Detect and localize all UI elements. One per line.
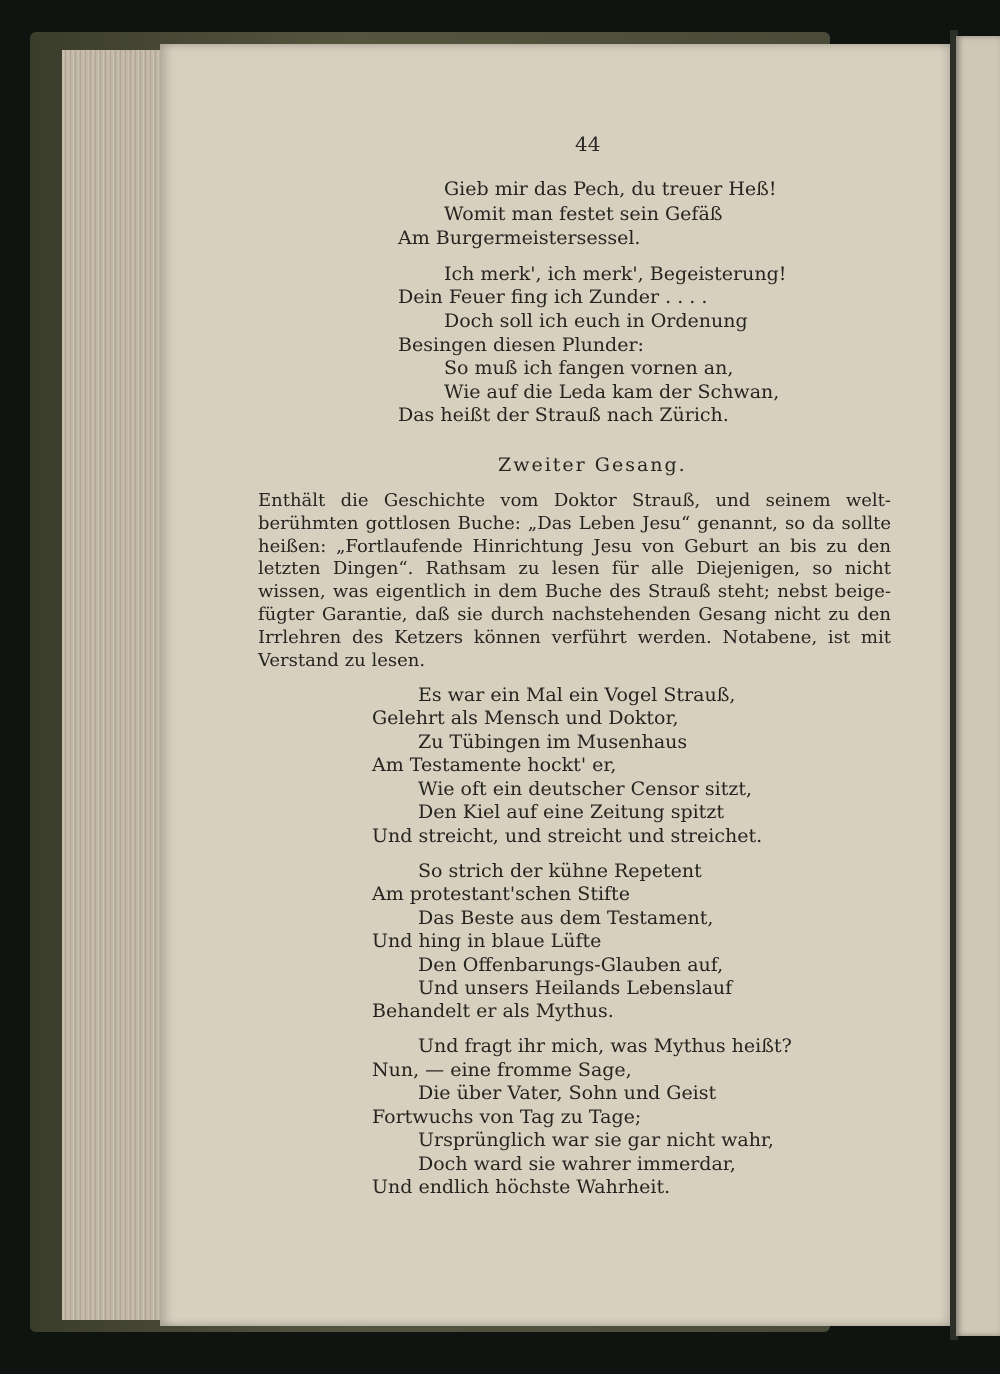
verse-line: Gieb mir das Pech, du treuer Heß! [444, 178, 777, 200]
verse-line: Fortwuchs von Tag zu Tage; [372, 1106, 642, 1128]
prose-paragraph [258, 490, 891, 672]
verse-line: Womit man festet sein Gefäß [444, 203, 723, 225]
prose-line: Irrlehren des Ketzers können verführt werden. Notabene, ist mit [258, 626, 891, 648]
prose-line: fügter Garantie, daß sie durch nachstehenden Gesang nicht zu den [258, 603, 891, 625]
facing-page-edge [956, 36, 1000, 1336]
prose-line: wissen, was eigentlich in dem Buche des Strauß steht; nebst beige- [258, 581, 891, 603]
prose-line: letzten Dingen“. Rathsam zu lesen für alle Diejenigen, so nicht [258, 558, 891, 580]
prose-line: Verstand zu lesen. [258, 649, 426, 671]
verse-line: Besingen diesen Plunder: [398, 334, 644, 356]
prose-line: berühmten gottlosen Buche: „Das Leben Jesu“ genannt, so da sollte [258, 512, 891, 534]
verse-line: Und hing in blaue Lüfte [372, 930, 602, 952]
verse-line: Und fragt ihr mich, was Mythus heißt? [418, 1035, 792, 1057]
verse-line: Nun, — eine fromme Sage, [372, 1059, 632, 1081]
prose-line: Enthält die Geschichte vom Doktor Strauß, und seinem welt- [258, 490, 891, 511]
verse-line: Gelehrt als Mensch und Doktor, [372, 707, 679, 729]
verse-line: Doch soll ich euch in Ordenung [444, 310, 748, 332]
verse-line: Wie oft ein deutscher Censor sitzt, [418, 778, 753, 800]
page-number: 44 [575, 132, 601, 156]
verse-line: Und unsers Heilands Lebenslauf [418, 977, 733, 999]
verse-line: So muß ich fangen vornen an, [444, 357, 734, 379]
verse-line: Das Beste aus dem Testament, [418, 907, 714, 929]
verse-line: Am protestant'schen Stifte [372, 883, 630, 905]
verse-line: Es war ein Mal ein Vogel Strauß, [418, 684, 736, 706]
verse-line: Behandelt er als Mythus. [372, 1000, 614, 1022]
verse-line: Zu Tübingen im Musenhaus [418, 731, 688, 753]
prose-line: heißen: „Fortlaufende Hinrichtung Jesu von Geburt an bis zu den [258, 535, 891, 557]
verse-line: Doch ward sie wahrer immerdar, [418, 1153, 736, 1175]
verse-line: Das heißt der Strauß nach Zürich. [398, 404, 729, 426]
verse-line: Den Kiel auf eine Zeitung spitzt [418, 801, 724, 823]
section-heading: Zweiter Gesang. [498, 454, 687, 476]
verse-line: Den Offenbarungs-Glauben auf, [418, 954, 724, 976]
verse-line: Dein Feuer fing ich Zunder . . . . [398, 286, 708, 308]
verse-line: Ich merk', ich merk', Begeisterung! [444, 263, 787, 285]
verse-line: Ursprünglich war sie gar nicht wahr, [418, 1129, 774, 1151]
verse-line: Am Testamente hockt' er, [372, 754, 617, 776]
verse-line: Und endlich höchste Wahrheit. [372, 1176, 671, 1198]
verse-line: Wie auf die Leda kam der Schwan, [444, 381, 780, 403]
verse-line: So strich der kühne Repetent [418, 860, 702, 882]
verse-line: Am Burgermeistersessel. [398, 227, 641, 249]
verse-line: Die über Vater, Sohn und Geist [418, 1082, 717, 1104]
verse-line: Und streicht, und streicht und streichet. [372, 825, 763, 847]
page-edges [62, 50, 172, 1320]
